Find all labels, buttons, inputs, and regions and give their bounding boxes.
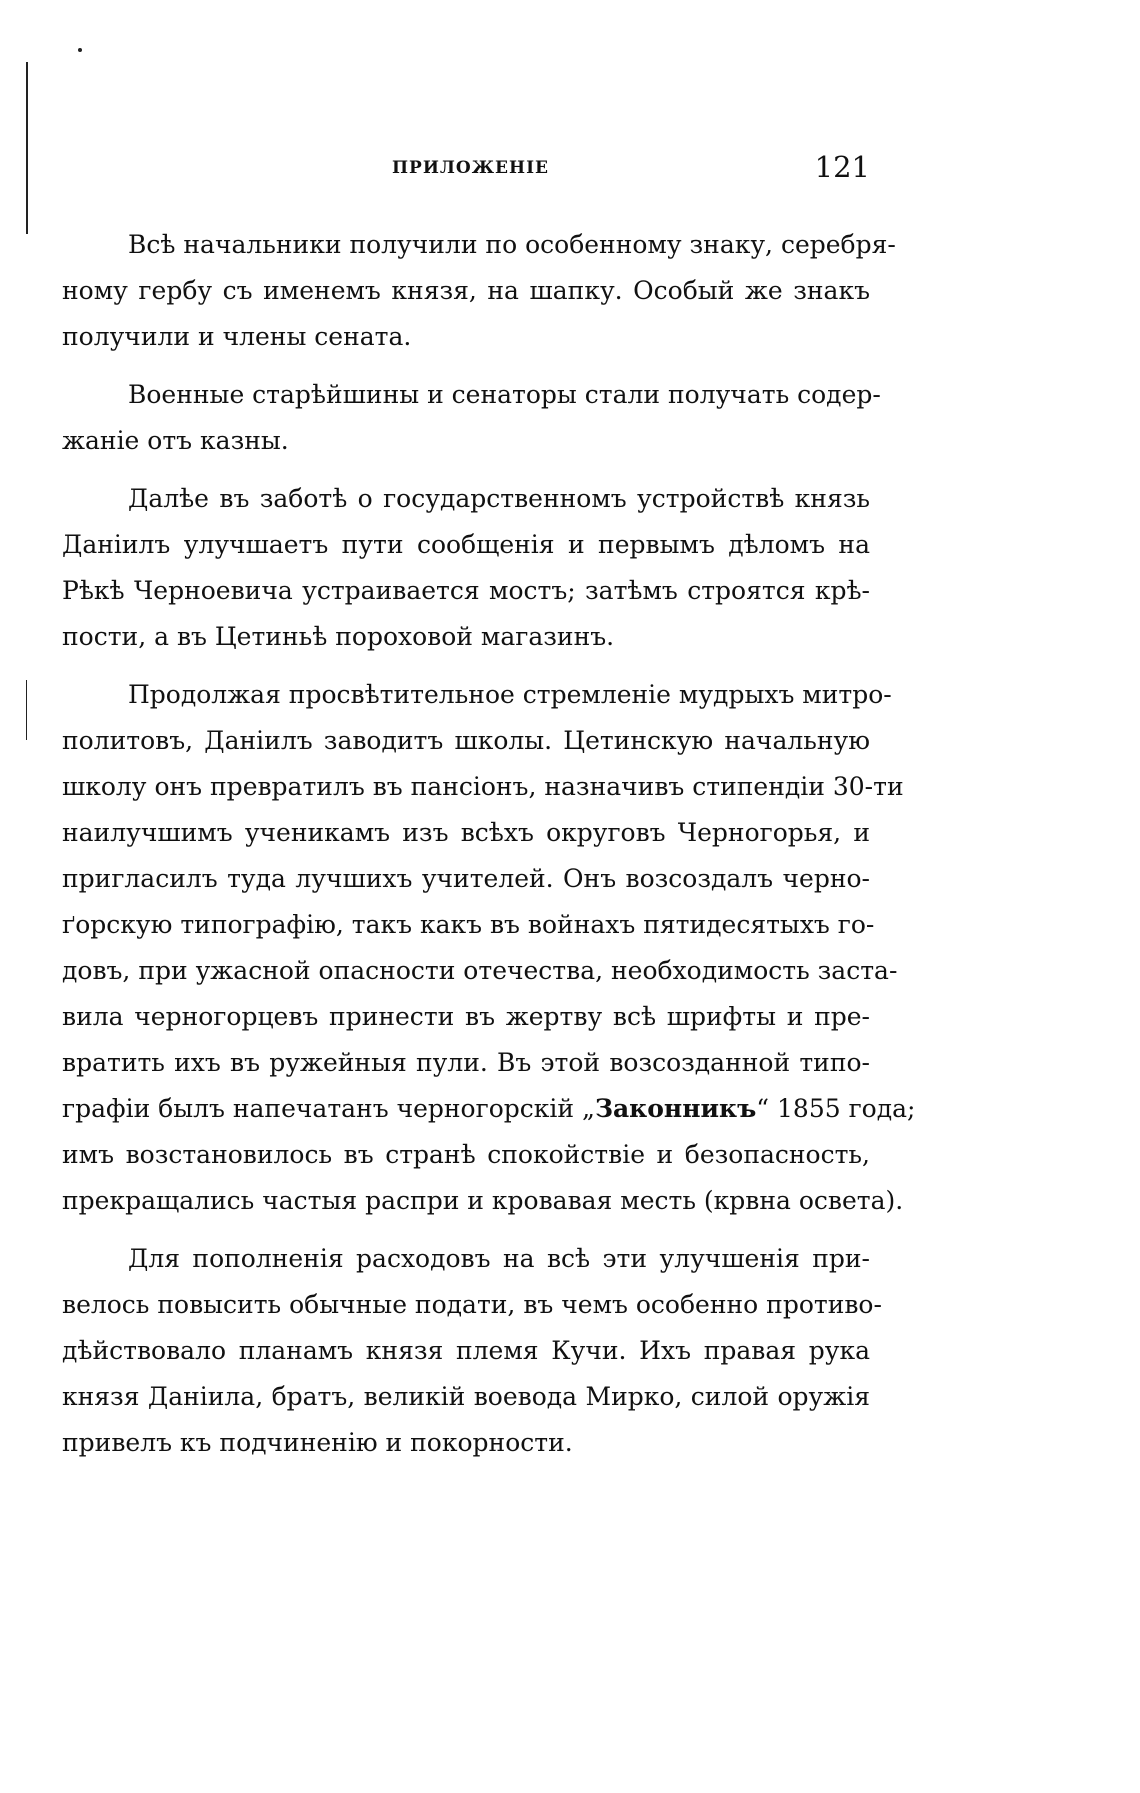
paragraph-3 bbox=[62, 476, 870, 660]
text-line: школу онъ превратилъ въ пансіонъ, назначивъ стипендіи 30-ти bbox=[62, 772, 904, 801]
text-line: Далѣе въ заботѣ о государственномъ устройствѣ князь bbox=[128, 484, 870, 513]
text-line: имъ возстановилось въ странѣ спокойствіе и безопасность, bbox=[62, 1140, 870, 1169]
text-line: велось повысить обычные подати, въ чемъ особенно противо- bbox=[62, 1290, 882, 1319]
text-line: наилучшимъ ученикамъ изъ всѣхъ округовъ Черногорья, и bbox=[62, 818, 870, 847]
text-line: политовъ, Даніилъ заводитъ школы. Цетинскую начальную bbox=[62, 726, 870, 755]
text-line: довъ, при ужасной опасности отечества, необходимость заста- bbox=[62, 956, 898, 985]
running-head bbox=[62, 150, 870, 190]
text-line: жаніе отъ казны. bbox=[62, 426, 289, 455]
running-title: ПРИЛОЖЕНІЕ bbox=[392, 158, 549, 178]
book-title: Законникъ bbox=[594, 1094, 757, 1123]
text-line: пригласилъ туда лучшихъ учителей. Онъ возсоздалъ черно- bbox=[62, 864, 870, 893]
text-line: вила черногорцевъ принести въ жертву всѣ шрифты и пре- bbox=[62, 1002, 870, 1031]
text-line: пости, а въ Цетиньѣ пороховой магазинъ. bbox=[62, 622, 615, 651]
text-line: дѣйствовало планамъ князя племя Кучи. Ихъ правая рука bbox=[62, 1336, 870, 1365]
scan-margin-line-bottom bbox=[26, 680, 27, 740]
text-line: привелъ къ подчиненію и покорности. bbox=[62, 1428, 573, 1457]
text-fragment: графіи былъ напечатанъ черногорскій „ bbox=[62, 1094, 595, 1123]
page-number: 121 bbox=[814, 150, 870, 184]
paragraph-5 bbox=[62, 1236, 882, 1466]
paragraph-4 bbox=[62, 672, 916, 1224]
text-line: Для пополненія расходовъ на всѣ эти улучшенія при- bbox=[128, 1244, 870, 1273]
text-line: ґорскую типографію, такъ какъ въ войнахъ пятидесятыхъ го- bbox=[62, 910, 875, 939]
text-line: Продолжая просвѣтительное стремленіе мудрыхъ митро- bbox=[128, 680, 892, 709]
text-line: Рѣкѣ Черноевича устраивается мостъ; затѣмъ строятся крѣ- bbox=[62, 576, 870, 605]
text-line: Даніилъ улучшаетъ пути сообщенія и первымъ дѣломъ на bbox=[62, 530, 870, 559]
text-fragment: “ 1855 года; bbox=[756, 1094, 916, 1123]
paragraph-1 bbox=[62, 222, 896, 360]
paragraph-2 bbox=[62, 372, 881, 464]
text-line: Военные старѣйшины и сенаторы стали получать содер- bbox=[128, 380, 881, 409]
text-line: вратить ихъ въ ружейныя пули. Въ этой возсозданной типо- bbox=[62, 1048, 870, 1077]
scan-speck bbox=[78, 48, 82, 52]
text-line: ному гербу съ именемъ князя, на шапку. Особый же знакъ bbox=[62, 276, 870, 305]
text-line: прекращались частыя распри и кровавая месть (крвна освета). bbox=[62, 1186, 904, 1215]
text-line: Всѣ начальники получили по особенному знаку, серебря- bbox=[128, 230, 896, 259]
scan-margin-line-top bbox=[26, 62, 28, 234]
body-text bbox=[62, 222, 916, 1466]
text-line: князя Даніила, братъ, великій воевода Мирко, силой оружія bbox=[62, 1382, 870, 1411]
text-line: получили и члены сената. bbox=[62, 322, 412, 351]
text-line-with-title bbox=[62, 1086, 916, 1132]
